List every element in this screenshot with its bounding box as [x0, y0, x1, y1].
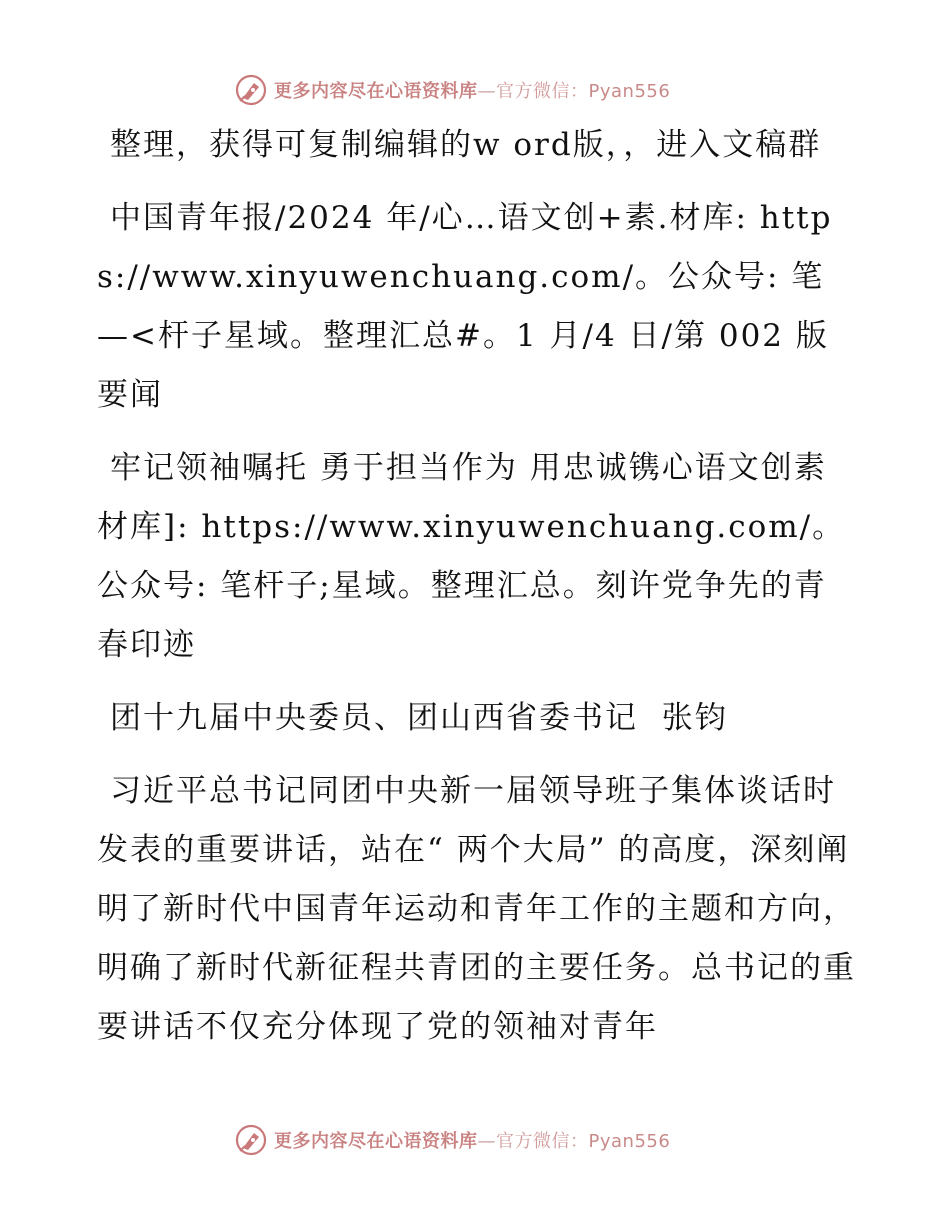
- watermark-wechat-id: Pyan556: [588, 81, 671, 102]
- watermark-brand: 更多内容尽在心语资料库: [274, 81, 478, 102]
- paragraph: 习近平总书记同团中央新一届领导班子集体谈话时发表的重要讲话，站在“ 两个大局” 的高度，深刻阐明了新时代中国青年运动和青年工作的主题和方向，明确了新时代新征程共青团的主要任务。总书记的重要讲话不仅充分体现了党的领袖对青年: [97, 773, 856, 1045]
- watermark-separator: —: [477, 1131, 496, 1152]
- author-line: 团十九届中央委员、团山西省委书记 张钧: [110, 700, 728, 736]
- article-body: [97, 116, 857, 1071]
- watermark-brand: 更多内容尽在心语资料库: [274, 1131, 478, 1152]
- watermark-wechat-label: 官方微信：: [496, 1131, 589, 1152]
- paragraph: 中国青年报/2024 年/心…语文创+素.材库: https://www.xinyuwenchuang.com/。公众号: 笔—<杆子星域。整理汇总#。1 月/4 日/第 002 版要闻: [97, 200, 833, 413]
- watermark-text: [274, 1127, 670, 1153]
- watermark-separator: —: [477, 81, 496, 102]
- watermark-wechat-label: 官方微信：: [496, 81, 589, 102]
- watermark-text: [274, 77, 670, 103]
- footer-watermark: [234, 1122, 670, 1158]
- paragraph: 整理，获得可复制编辑的w ord版，，进入文稿群: [110, 127, 822, 163]
- watermark-wechat-id: Pyan556: [588, 1131, 671, 1152]
- pen-nib-logo-icon: [234, 1123, 268, 1157]
- pen-nib-logo-icon: [234, 73, 268, 107]
- paragraph: 牢记领袖嘱托 勇于担当作为 用忠诚镌心语文创素材库]: https://www.xinyuwenchuang.com/。公众号: 笔杆子;星域。整理汇总。刻许党争先的青春印迹: [97, 450, 846, 663]
- header-watermark: [234, 72, 670, 108]
